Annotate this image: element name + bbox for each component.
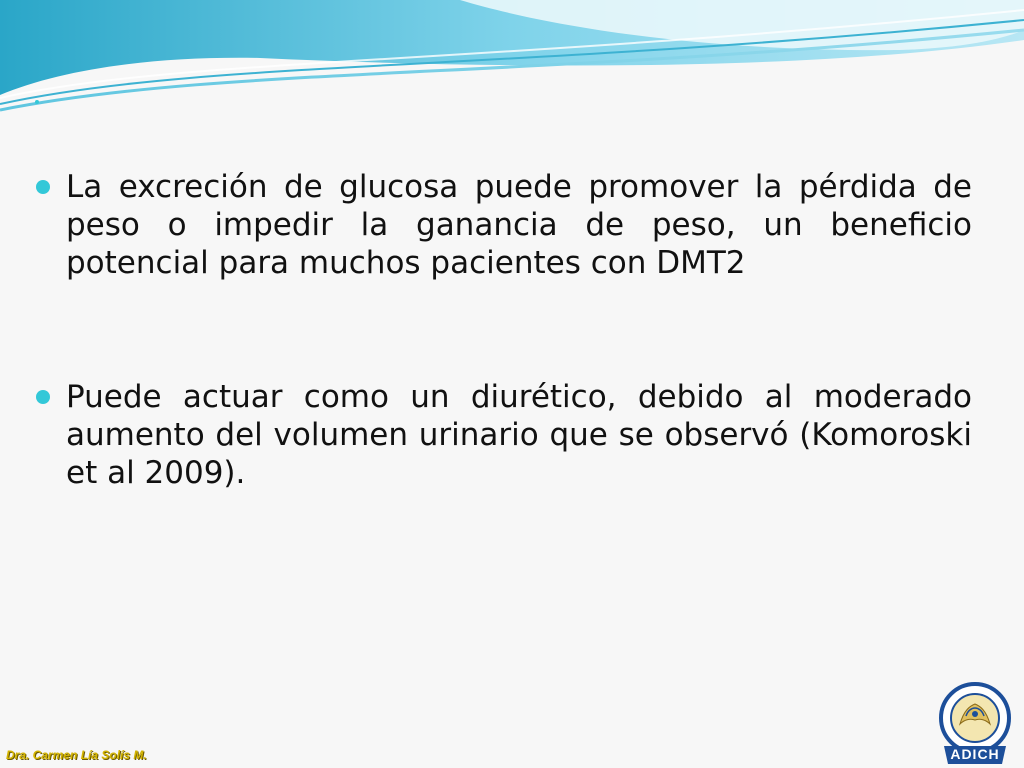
bullet-dot-icon xyxy=(36,180,50,194)
footer-author: Dra. Carmen Lía Solís M. xyxy=(6,748,147,762)
bullet-text: La excreción de glucosa puede promover la pérdida de peso o impedir la ganancia de peso, un beneficio potencial para muchos pacientes con DMT2 xyxy=(66,169,972,281)
logo-label: ADICH xyxy=(950,746,1000,762)
bullet-list xyxy=(36,168,972,492)
bullet-item xyxy=(36,168,972,282)
bullet-dot-icon xyxy=(36,390,50,404)
header-swoosh-decoration xyxy=(0,0,1024,120)
bullet-text: Puede actuar como un diurético, debido al moderado aumento del volumen urinario que se observó (Komoroski et al 2009). xyxy=(66,379,972,491)
bullet-item xyxy=(36,378,972,492)
